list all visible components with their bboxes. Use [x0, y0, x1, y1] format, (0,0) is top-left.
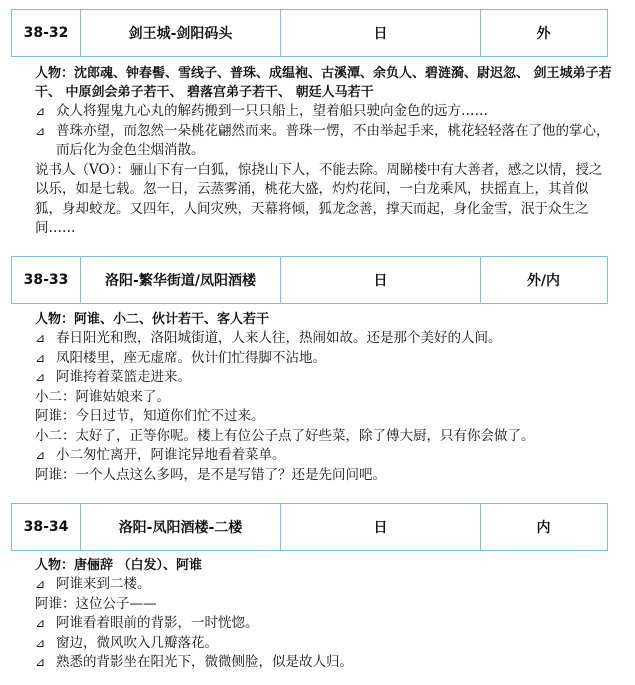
action-line: ⊿ 阿谁挎着菜篮走进来。 — [35, 368, 615, 388]
triangle-icon: ⊿ — [35, 577, 46, 591]
triangle-icon: ⊿ — [35, 331, 46, 345]
scene-setting: 内 — [536, 520, 551, 536]
scene-location: 剑王城-剑阳码头 — [81, 10, 281, 56]
scene-body — [35, 556, 615, 673]
scene-header — [11, 256, 608, 304]
dialogue-line: 阿谁：一个人点这么多吗，是不是写错了？还是先问问吧。 — [35, 466, 386, 483]
triangle-icon: ⊿ — [35, 448, 46, 462]
scene-header — [11, 9, 608, 57]
scene-body — [35, 310, 615, 485]
triangle-icon: ⊿ — [35, 350, 46, 365]
triangle-icon: ⊿ — [35, 123, 46, 138]
action-line: ⊿ 熟悉的背影坐在阳光下，微微侧脸，似是故人归。 — [35, 653, 615, 673]
scene-time: 日 — [281, 10, 481, 56]
scene-time: 日 — [281, 504, 481, 550]
triangle-icon: ⊿ — [35, 370, 46, 384]
scene-header — [11, 503, 608, 551]
triangle-icon: ⊿ — [35, 655, 46, 669]
action-line: ⊿ 普珠亦望，而忽然一朵桃花翩然而来。普珠一愣，不由举起手来，桃花轻轻落在了他的掌心，而后化为金色尘烟消散。 — [35, 122, 610, 158]
action-line: ⊿ 众人将猩鬼九心丸的解药搬到一只只船上，望着船只驶向金色的远方…… — [35, 102, 615, 122]
scene-number: 38-32 — [12, 10, 81, 56]
action-line: ⊿ 凤阳楼里，座无虚席。伙计们忙得脚不沾地。 — [35, 349, 615, 369]
action-line: ⊿ 窗边，微风吹入几瓣落花。 — [35, 634, 615, 654]
scene-location: 洛阳-凤阳酒楼-二楼 — [81, 504, 281, 550]
scene-setting: 外 — [536, 26, 551, 42]
scene-number: 38-34 — [12, 504, 81, 550]
scene-setting: 外/内 — [526, 273, 561, 289]
dialogue-line: 阿谁：今日过节，知道你们忙不过来。 — [35, 408, 265, 424]
action-line: ⊿ 阿谁看着眼前的背影，一时恍惚。 — [35, 614, 615, 634]
action-line: ⊿ 春日阳光和煦，洛阳城街道，人来人往，热闹如故。还是那个美好的人间。 — [35, 329, 615, 349]
triangle-icon: ⊿ — [35, 635, 46, 650]
action-line: ⊿ 小二匆忙离开，阿谁诧异地看着菜单。 — [35, 446, 615, 466]
action-line: ⊿ 阿谁来到二楼。 — [35, 575, 615, 595]
people-list: 人物：沈郎魂、钟春髻、雪线子、普珠、成缊袍、古溪潭、余负人、碧涟漪、尉迟忽、 剑王城弟子若干、 中原剑会弟子若干、 碧落宫弟子若干、 朝廷人马若干 — [35, 66, 612, 100]
dialogue-line: 小二：太好了，正等你呢。楼上有位公子点了好些菜，除了傅大厨，只有你会做了。 — [35, 427, 535, 444]
scene-time: 日 — [281, 257, 481, 303]
triangle-icon: ⊿ — [35, 616, 46, 630]
triangle-icon: ⊿ — [35, 104, 46, 118]
dialogue-line: 阿谁：这位公子—— — [35, 595, 157, 612]
scene-number: 38-33 — [12, 257, 81, 303]
scene-body — [35, 64, 615, 239]
people-list: 人物：阿谁、小二、伙计若干、客人若干 — [35, 312, 270, 327]
scene-location: 洛阳-繁华街道/凤阳酒楼 — [81, 257, 281, 303]
dialogue-line: 说书人（VO）：骊山下有一白狐，惊挠山下人，不能去除。周睇楼中有大善者，感之以情，授之以乐，如是七载。忽一日，云蒸雾涌，桃花大盛，灼灼花间，一白龙乘风，扶摇直上，其首似狐，身却蛟龙。又四年，人间灾殃，天幕将倾，狐龙念善，撑天而起，身化金雪，泯于众生之间…… — [35, 161, 603, 236]
people-list: 人物：唐俪辞 （白发）、阿谁 — [35, 558, 203, 573]
dialogue-line: 小二：阿谁姑娘来了。 — [35, 388, 170, 405]
